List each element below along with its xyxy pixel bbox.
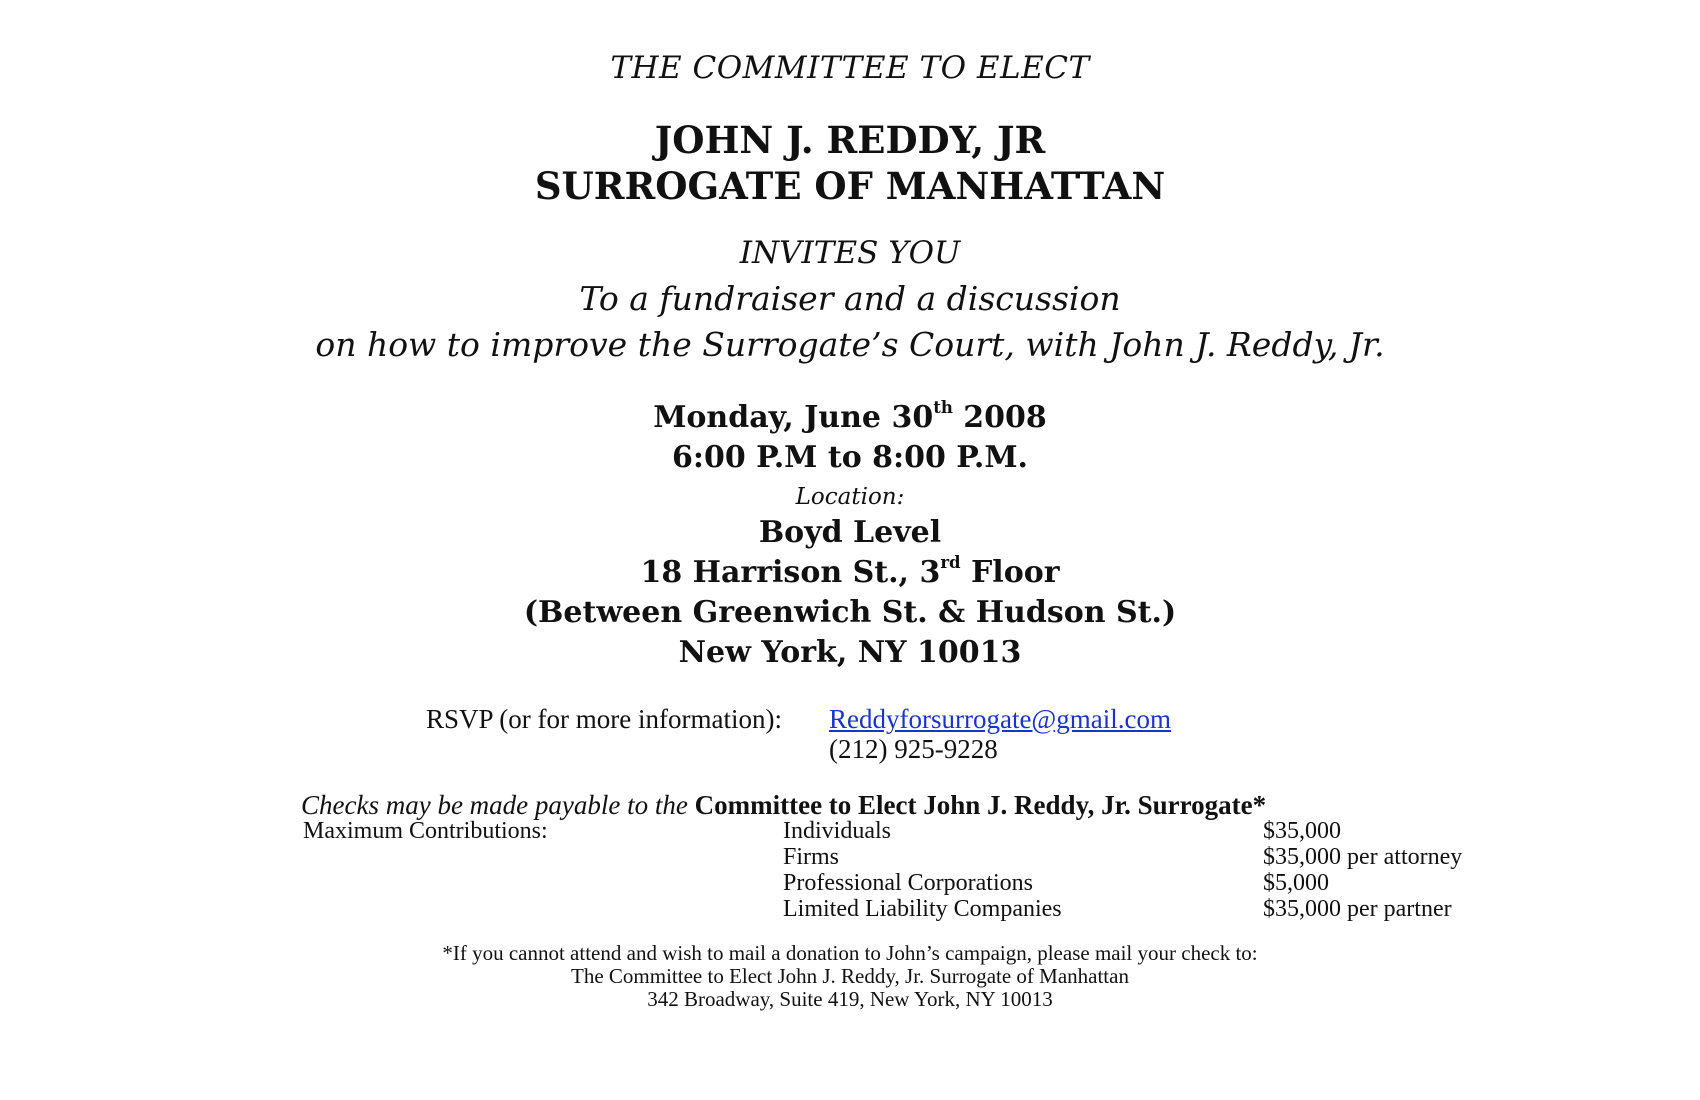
invites-heading: INVITES YOU [739, 235, 961, 271]
venue-cross-streets: (Between Greenwich St. & Hudson St.) [523, 595, 1177, 630]
invitation-line-2: on how to improve the Surrogate’s Court, with John J. Reddy, Jr. [315, 325, 1385, 364]
contribution-category: Limited Liability Companies [783, 896, 1062, 922]
rsvp-email-link[interactable]: Reddyforsurrogate@gmail.com [829, 704, 1172, 734]
rsvp-label: RSVP (or for more information): [426, 704, 782, 734]
street-suffix: Floor [960, 555, 1060, 590]
contribution-category: Firms [783, 844, 840, 870]
invitation-line-1: To a fundraiser and a discussion [579, 279, 1121, 318]
mail-address: 342 Broadway, Suite 419, New York, NY 10013 [647, 987, 1053, 1011]
contribution-category: Individuals [783, 818, 891, 844]
event-date-ordinal: th [933, 398, 953, 417]
candidate-name: JOHN J. REDDY, JR [654, 118, 1046, 162]
contribution-amount: $35,000 per partner [1263, 896, 1452, 922]
rsvp-phone: (212) 925-9228 [829, 734, 998, 764]
contribution-amount: $35,000 per attorney [1263, 844, 1463, 870]
event-date-year: 2008 [952, 400, 1047, 435]
checks-prefix: Checks may be made payable to the [301, 790, 695, 820]
floor-ordinal: rd [940, 553, 961, 572]
checks-payable-line [301, 790, 1266, 821]
contribution-category: Professional Corporations [783, 870, 1033, 896]
contribution-amount: $5,000 [1263, 870, 1329, 896]
event-time: 6:00 P.M to 8:00 P.M. [672, 440, 1028, 475]
event-date-prefix: Monday, June 30 [653, 400, 934, 435]
street-prefix: 18 Harrison St., 3 [640, 555, 941, 590]
committee-heading: THE COMMITTEE TO ELECT [610, 50, 1090, 86]
contribution-amount: $35,000 [1263, 818, 1341, 844]
venue-city: New York, NY 10013 [678, 635, 1022, 670]
venue-name: Boyd Level [758, 515, 942, 550]
checks-asterisk: * [1252, 790, 1267, 820]
office-title: SURROGATE OF MANHATTAN [534, 164, 1166, 208]
location-label: Location: [795, 484, 905, 510]
max-contributions-label: Maximum Contributions: [303, 818, 548, 844]
venue-street-address [0, 555, 1700, 590]
checks-payee: Committee to Elect John J. Reddy, Jr. Surrogate [694, 790, 1253, 820]
event-date [0, 400, 1700, 435]
mail-recipient: The Committee to Elect John J. Reddy, Jr. Surrogate of Manhattan [571, 964, 1129, 988]
mail-donation-note: *If you cannot attend and wish to mail a donation to John’s campaign, please mail your check to: [442, 941, 1258, 965]
